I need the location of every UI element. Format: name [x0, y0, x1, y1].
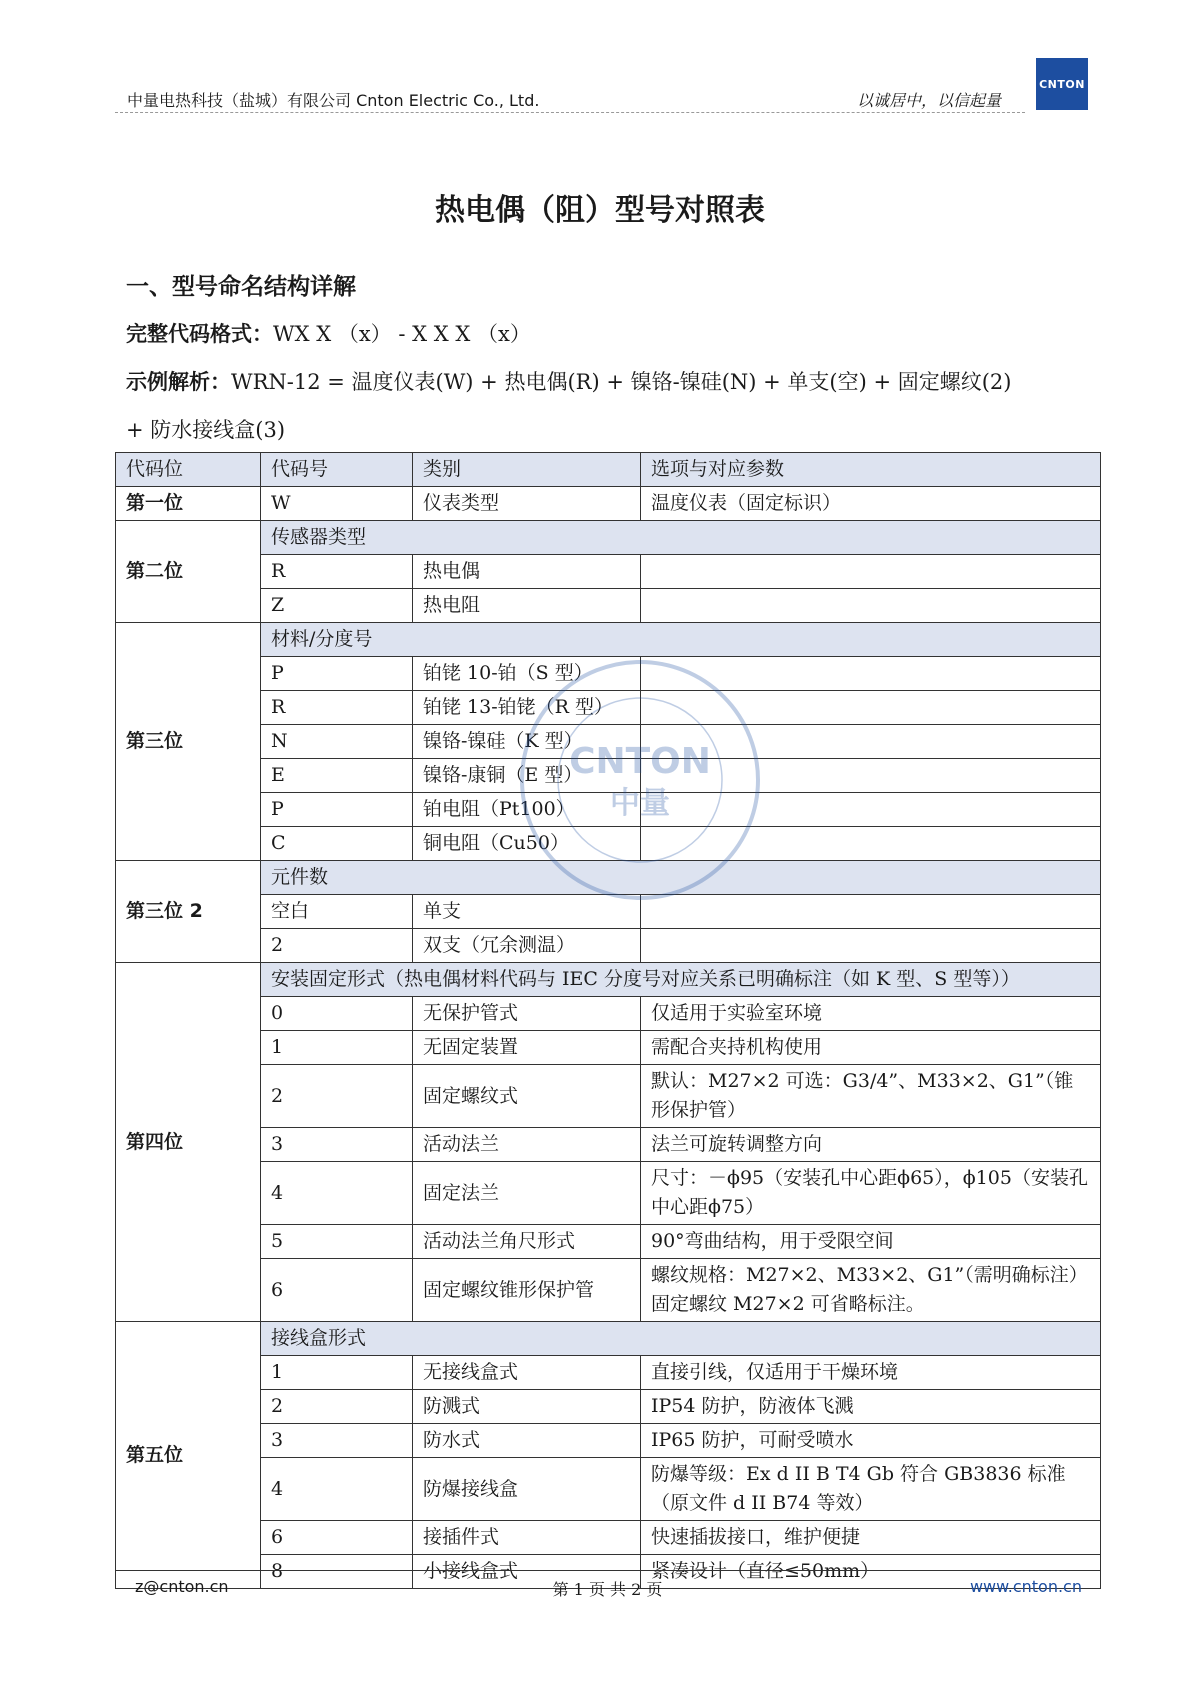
format-label: 完整代码格式： [126, 322, 273, 346]
table-row [116, 759, 1101, 793]
page-footer [115, 1570, 1100, 1599]
category-cell: 固定螺纹锥形保护管 [413, 1259, 641, 1322]
column-header: 类别 [413, 453, 641, 487]
table-row [116, 657, 1101, 691]
category-cell: 防溅式 [413, 1390, 641, 1424]
subheader-cell: 传感器类型 [261, 521, 1101, 555]
param-cell: 尺寸：－ϕ95（安装孔中心距ϕ65），ϕ105（安装孔中心距ϕ75） [641, 1162, 1101, 1225]
category-cell: 固定螺纹式 [413, 1065, 641, 1128]
section-heading: 一、型号命名结构详解 [126, 274, 356, 300]
code-cell: 2 [261, 929, 413, 963]
subheader-cell: 元件数 [261, 861, 1101, 895]
table-row [116, 793, 1101, 827]
example-label: 示例解析： [126, 370, 231, 394]
category-cell: 活动法兰角尺形式 [413, 1225, 641, 1259]
subheader-cell: 材料/分度号 [261, 623, 1101, 657]
category-cell: 无保护管式 [413, 997, 641, 1031]
param-cell: 防爆等级：Ex d II B T4 Gb 符合 GB3836 标准（原文件 d II B74 等效） [641, 1458, 1101, 1521]
table-row [116, 555, 1101, 589]
table-row [116, 623, 1101, 657]
category-cell: 热电阻 [413, 589, 641, 623]
column-header: 代码位 [116, 453, 261, 487]
table-row [116, 895, 1101, 929]
table-row [116, 691, 1101, 725]
table-row [116, 1390, 1101, 1424]
code-cell: E [261, 759, 413, 793]
code-cell: 3 [261, 1128, 413, 1162]
seal-cn: 中量 [610, 786, 670, 821]
code-cell: 2 [261, 1390, 413, 1424]
table-row [116, 1259, 1101, 1322]
table-row [116, 1162, 1101, 1225]
code-cell: 4 [261, 1458, 413, 1521]
table-row [116, 861, 1101, 895]
code-cell: Z [261, 589, 413, 623]
page-header [115, 88, 1025, 114]
table-row [116, 1225, 1101, 1259]
param-cell: 螺纹规格：M27×2、M33×2、G1”（需明确标注）固定螺纹 M27×2 可省略标注。 [641, 1259, 1101, 1322]
category-cell: 铜电阻（Cu50） [413, 827, 641, 861]
param-cell [641, 929, 1101, 963]
category-cell: 热电偶 [413, 555, 641, 589]
code-cell: 5 [261, 1225, 413, 1259]
param-cell [641, 725, 1101, 759]
model-table [115, 452, 1101, 1589]
param-cell: IP54 防护，防液体飞溅 [641, 1390, 1101, 1424]
table-row [116, 1424, 1101, 1458]
category-cell: 无固定装置 [413, 1031, 641, 1065]
column-header: 选项与对应参数 [641, 453, 1101, 487]
code-cell: 3 [261, 1424, 413, 1458]
table-row [116, 827, 1101, 861]
category-cell: 接插件式 [413, 1521, 641, 1555]
table-row [116, 725, 1101, 759]
position-label: 第四位 [116, 963, 261, 1322]
table-row [116, 1356, 1101, 1390]
table-row [116, 487, 1101, 521]
position-label: 第一位 [116, 487, 261, 521]
category-cell: 铂铑 13-铂铑（R 型） [413, 691, 641, 725]
footer-website[interactable]: www.cnton.cn [969, 1577, 1082, 1596]
subheader-cell: 接线盒形式 [261, 1322, 1101, 1356]
category-cell: 双支（冗余测温） [413, 929, 641, 963]
table-row [116, 1128, 1101, 1162]
table-row [116, 1521, 1101, 1555]
category-cell: 小接线盒式 [413, 1555, 641, 1589]
position-label: 第二位 [116, 521, 261, 623]
code-cell: 1 [261, 1356, 413, 1390]
code-cell: 6 [261, 1259, 413, 1322]
category-cell: 活动法兰 [413, 1128, 641, 1162]
code-cell: 8 [261, 1555, 413, 1589]
code-cell: 1 [261, 1031, 413, 1065]
param-cell: 90°弯曲结构，用于受限空间 [641, 1225, 1101, 1259]
param-cell [641, 691, 1101, 725]
table-row [116, 929, 1101, 963]
seal-en: CNTON [569, 741, 711, 782]
footer-email[interactable]: z@cnton.cn [135, 1577, 229, 1596]
param-cell [641, 657, 1101, 691]
category-cell: 无接线盒式 [413, 1356, 641, 1390]
param-cell: IP65 防护，可耐受喷水 [641, 1424, 1101, 1458]
param-cell: 默认：M27×2 可选：G3/4”、M33×2、G1”（锥形保护管） [641, 1065, 1101, 1128]
subheader-cell: 安装固定形式（热电偶材料代码与 IEC 分度号对应关系已明确标注（如 K 型、S 型等）） [261, 963, 1101, 997]
param-cell: 紧凑设计（直径≤50mm） [641, 1555, 1101, 1589]
code-cell: R [261, 691, 413, 725]
code-cell: N [261, 725, 413, 759]
category-cell: 铂电阻（Pt100） [413, 793, 641, 827]
category-cell: 仪表类型 [413, 487, 641, 521]
position-label: 第三位 2 [116, 861, 261, 963]
param-cell [641, 895, 1101, 929]
table-row [116, 1065, 1101, 1128]
code-cell: 4 [261, 1162, 413, 1225]
code-cell: C [261, 827, 413, 861]
format-line [126, 318, 531, 348]
table-row [116, 521, 1101, 555]
code-cell: R [261, 555, 413, 589]
table-row [116, 963, 1101, 997]
example-line [126, 366, 1011, 396]
param-cell: 需配合夹持机构使用 [641, 1031, 1101, 1065]
param-cell: 仅适用于实验室环境 [641, 997, 1101, 1031]
example-continuation: + 防水接线盒(3) [126, 418, 286, 442]
cnton-logo: CNTON [1036, 58, 1088, 110]
position-label: 第五位 [116, 1322, 261, 1589]
code-cell: P [261, 657, 413, 691]
page-number: 第 1 页 共 2 页 [552, 1580, 663, 1599]
param-cell [641, 827, 1101, 861]
column-header: 代码号 [261, 453, 413, 487]
category-cell: 镍铬-镍硅（K 型） [413, 725, 641, 759]
header-divider [115, 112, 1025, 113]
param-cell: 温度仪表（固定标识） [641, 487, 1101, 521]
table-row [116, 453, 1101, 487]
category-cell: 固定法兰 [413, 1162, 641, 1225]
param-cell: 直接引线，仅适用于干燥环境 [641, 1356, 1101, 1390]
company-motto: 以诚居中，以信起量 [856, 91, 1001, 110]
code-cell: P [261, 793, 413, 827]
param-cell [641, 793, 1101, 827]
category-cell: 防水式 [413, 1424, 641, 1458]
position-label: 第三位 [116, 623, 261, 861]
table-row [116, 589, 1101, 623]
table-row [116, 1031, 1101, 1065]
code-cell: 2 [261, 1065, 413, 1128]
code-cell: W [261, 487, 413, 521]
format-value: WX X （x） - X X X （x） [273, 322, 531, 346]
code-cell: 6 [261, 1521, 413, 1555]
category-cell: 镍铬-康铜（E 型） [413, 759, 641, 793]
category-cell: 单支 [413, 895, 641, 929]
param-cell [641, 555, 1101, 589]
code-cell: 空白 [261, 895, 413, 929]
table-row [116, 997, 1101, 1031]
param-cell: 快速插拔接口，维护便捷 [641, 1521, 1101, 1555]
page-title: 热电偶（阻）型号对照表 [435, 193, 765, 228]
param-cell: 法兰可旋转调整方向 [641, 1128, 1101, 1162]
param-cell [641, 759, 1101, 793]
table-row [116, 1322, 1101, 1356]
company-name: 中量电热科技（盐城）有限公司 Cnton Electric Co., Ltd. [127, 91, 540, 110]
param-cell [641, 589, 1101, 623]
category-cell: 铂铑 10-铂（S 型） [413, 657, 641, 691]
example-value: WRN-12 = 温度仪表(W) + 热电偶(R) + 镍铬-镍硅(N) + 单支(空) + 固定螺纹(2) [231, 370, 1012, 394]
table-row [116, 1458, 1101, 1521]
category-cell: 防爆接线盒 [413, 1458, 641, 1521]
code-cell: 0 [261, 997, 413, 1031]
